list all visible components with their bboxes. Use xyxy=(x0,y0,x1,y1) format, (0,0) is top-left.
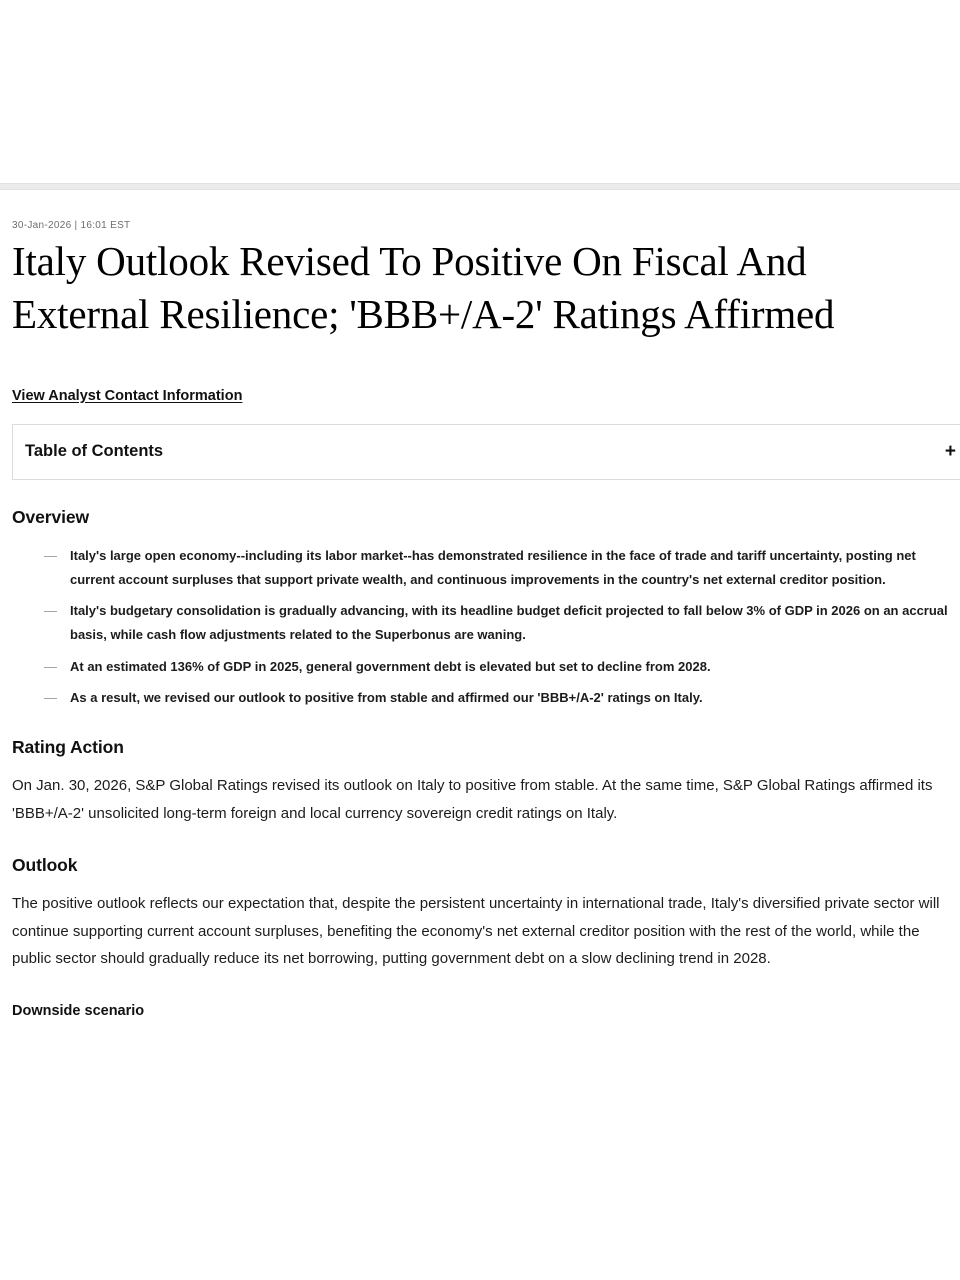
overview-bullet-list xyxy=(12,544,960,711)
table-of-contents-bar[interactable] xyxy=(12,424,960,480)
section-heading-rating-action: Rating Action xyxy=(12,737,124,758)
list-item xyxy=(12,655,960,679)
section-heading-outlook: Outlook xyxy=(12,854,78,875)
list-item-text: Italy's large open economy--including its labor market--has demonstrated resilience in the face of trade and tariff uncertainty, posting net current account surpluses that support private wealth, and continuous improvements in the country's net external creditor position. xyxy=(70,547,916,587)
table-of-contents-label: Table of Contents xyxy=(25,442,164,461)
section-heading-overview: Overview xyxy=(12,506,90,527)
list-item-text: At an estimated 136% of GDP in 2025, general government debt is elevated but set to decline from 2028. xyxy=(70,658,711,674)
plus-icon[interactable]: + xyxy=(944,441,956,463)
list-item-text: Italy's budgetary consolidation is gradually advancing, with its headline budget deficit projected to fall below 3% of GDP in 2026 on an accrual basis, while cash flow adjustments related to the Superbonus are waning. xyxy=(70,603,948,643)
page-title: Italy Outlook Revised To Positive On Fiscal And External Resilience; 'BBB+/A-2' Ratings Affirmed xyxy=(12,238,835,338)
view-analyst-contact-information-link[interactable]: View Analyst Contact Information xyxy=(12,387,243,404)
page-chrome-blank-area xyxy=(0,0,960,183)
em-dash-bullet-icon: — xyxy=(44,603,57,619)
header-divider xyxy=(0,183,960,190)
outlook-paragraph: The positive outlook reflects our expectation that, despite the persistent uncertainty in international trade, Italy's diversified private sector will continue supporting current account surpluses, benefiting the economy's net external creditor position with the rest of the world, while the public sector should gradually reduce its net borrowing, putting government debt on a slow declining trend in 2028. xyxy=(12,894,940,968)
list-item xyxy=(12,686,960,710)
list-item xyxy=(12,544,960,593)
em-dash-bullet-icon: — xyxy=(44,547,57,563)
em-dash-bullet-icon: — xyxy=(44,690,57,706)
list-item-text: As a result, we revised our outlook to positive from stable and affirmed our 'BBB+/A-2' ratings on Italy. xyxy=(70,690,703,706)
em-dash-bullet-icon: — xyxy=(44,658,57,674)
sub-heading-downside-scenario: Downside scenario xyxy=(12,1003,145,1020)
publication-timestamp: 30-Jan-2026 | 16:01 EST xyxy=(12,220,131,231)
list-item xyxy=(12,599,960,648)
article-container xyxy=(0,190,960,1019)
rating-action-paragraph: On Jan. 30, 2026, S&P Global Ratings revised its outlook on Italy to positive from stable. At the same time, S&P Global Ratings affirmed its 'BBB+/A-2' unsolicited long-term foreign and local currency sovereign credit ratings on Italy. xyxy=(12,777,933,823)
